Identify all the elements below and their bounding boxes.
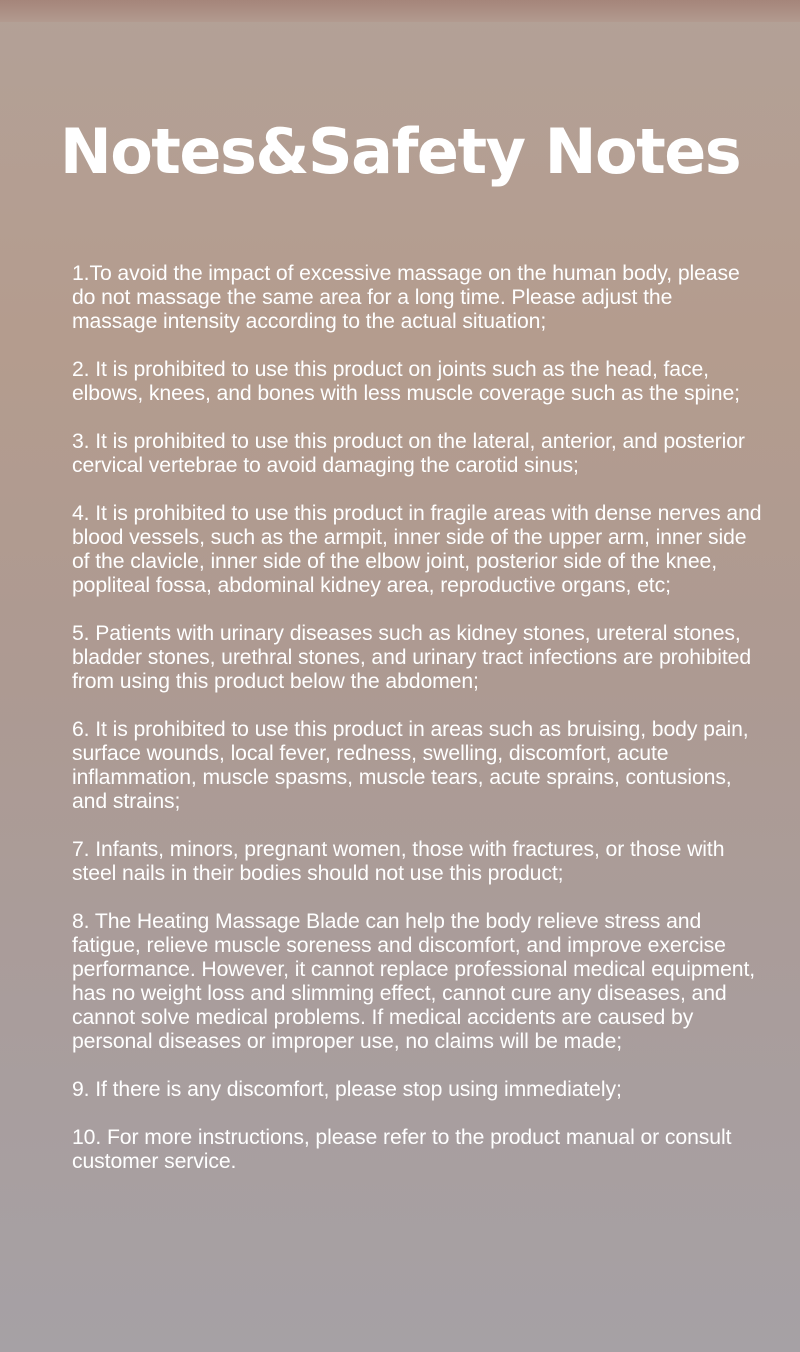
note-item-10: 10. For more instructions, please refer to the product manual or consult customer service. [72, 1126, 732, 1173]
note-item-2: 2. It is prohibited to use this product on joints such as the head, face, elbows, knees, and bones with less muscle coverage such as the spine; [72, 358, 740, 405]
note-item-1: 1.To avoid the impact of excessive massage on the human body, please do not massage the same area for a long time. Please adjust the massage intensity according to the actual situation; [72, 262, 740, 333]
note-item-4: 4. It is prohibited to use this product in fragile areas with dense nerves and blood vessels, such as the armpit, inner side of the upper arm, inner side of the clavicle, inner side of the elbow joint, posterior side of the knee, popliteal fossa, abdominal kidney area, reproductive organs, etc; [72, 502, 762, 597]
top-band [0, 0, 800, 22]
note-item-7: 7. Infants, minors, pregnant women, those with fractures, or those with steel nails in their bodies should not use this product; [72, 838, 725, 885]
page-title: Notes&Safety Notes [59, 115, 741, 188]
note-item-9: 9. If there is any discomfort, please stop using immediately; [72, 1078, 622, 1101]
notes-list [72, 262, 762, 1198]
note-item-8: 8. The Heating Massage Blade can help the body relieve stress and fatigue, relieve muscle soreness and discomfort, and improve exercise performance. However, it cannot replace professional medical equipment, has no weight loss and slimming effect, cannot cure any diseases, and cannot solve medical problems. If medical accidents are caused by personal diseases or improper use, no claims will be made; [72, 910, 756, 1053]
note-item-3: 3. It is prohibited to use this product on the lateral, anterior, and posterior cervical vertebrae to avoid damaging the carotid sinus; [72, 430, 745, 477]
note-item-6: 6. It is prohibited to use this product in areas such as bruising, body pain, surface wounds, local fever, redness, swelling, discomfort, acute inflammation, muscle spasms, muscle tears, acute sprains, contusions, and strains; [72, 718, 749, 813]
note-item-5: 5. Patients with urinary diseases such as kidney stones, ureteral stones, bladder stones, urethral stones, and urinary tract infections are prohibited from using this product below the abdomen; [72, 622, 752, 693]
